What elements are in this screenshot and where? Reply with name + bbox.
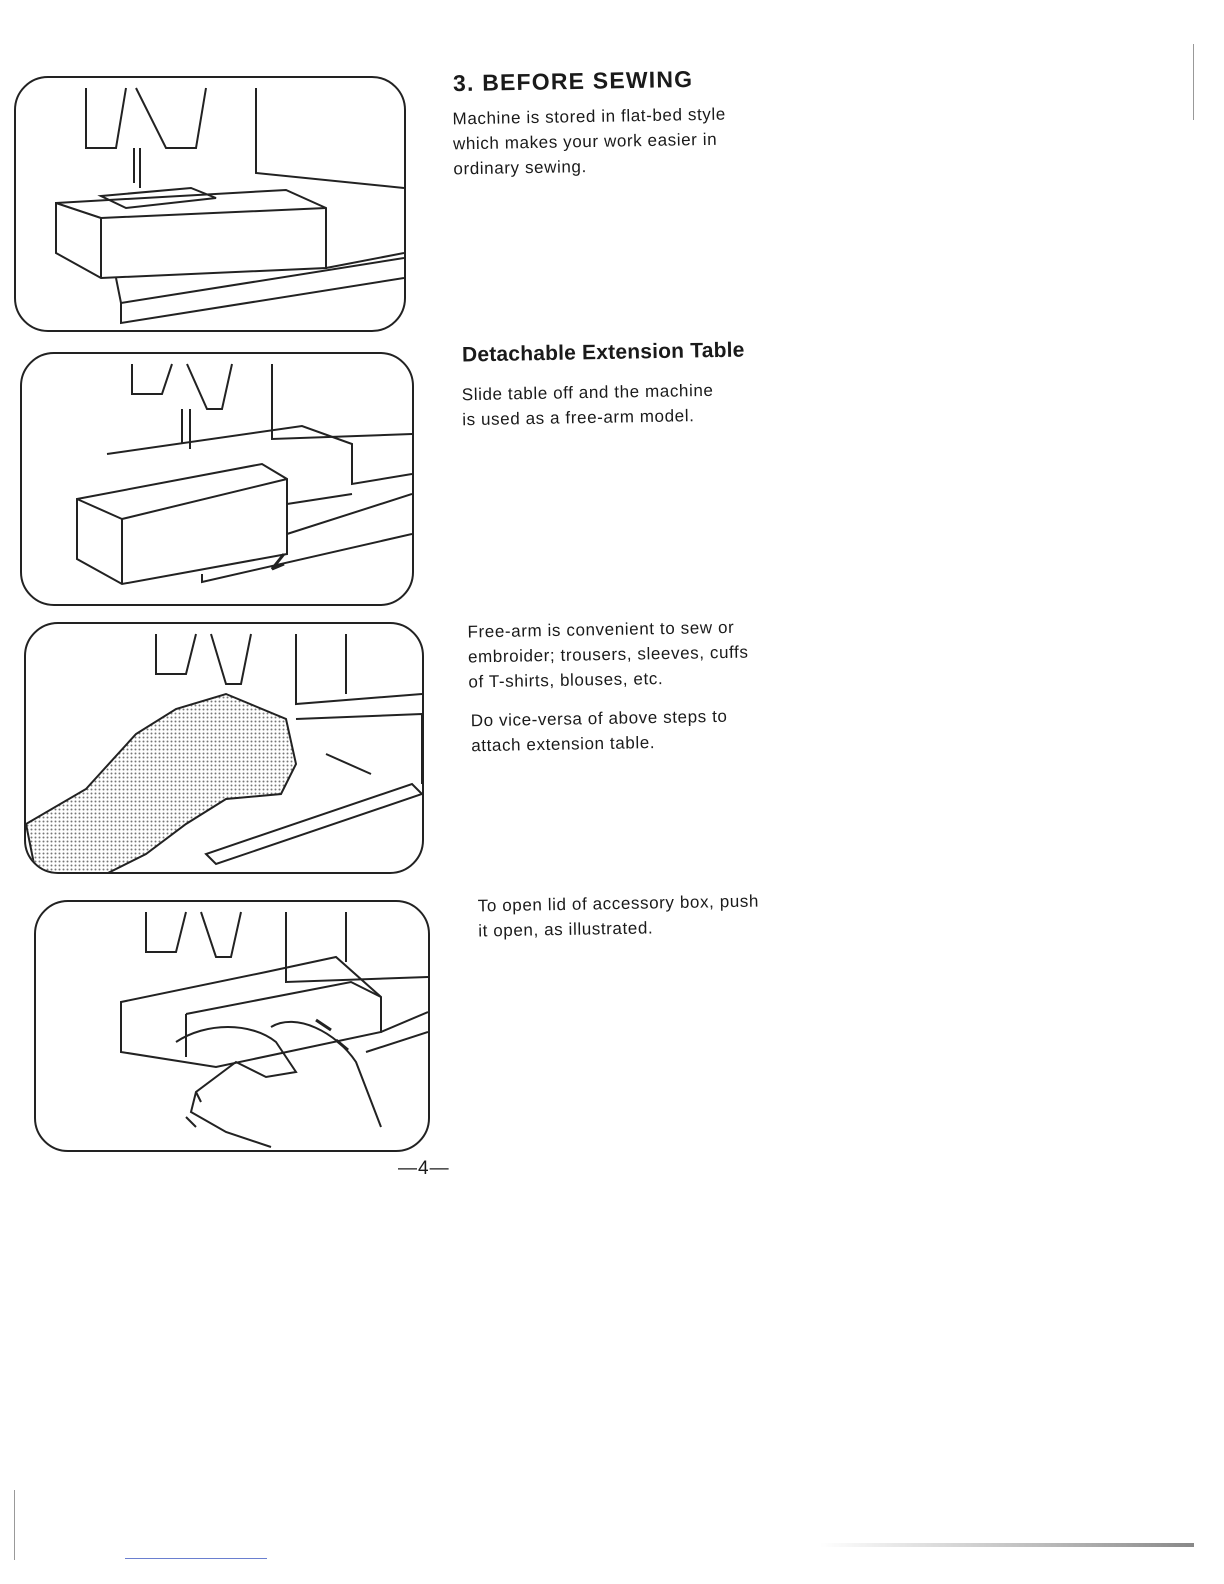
subheading-extension-table: Detachable Extension Table [461,338,745,367]
illustration-free-arm [24,622,424,874]
intro-paragraph: Machine is stored in flat-bed style which makes your work easier in ordinary sewing. [452,104,727,179]
scan-edge-left [14,1490,15,1560]
free-arm-paragraph: Free-arm is convenient to sew or embroider; trousers, sleeves, cuffs of T-shirts, blouses, etc. [467,617,749,692]
illustration-accessory-box [34,900,430,1152]
scan-edge-right [1193,44,1194,120]
section-title: 3. BEFORE SEWING [452,65,694,97]
illustration-remove-table [20,352,414,606]
page-number: —4— [398,1158,450,1179]
sewing-machine-remove-table-icon [22,354,412,604]
sewing-machine-flatbed-icon [16,78,404,330]
sewing-machine-free-arm-icon [26,624,422,872]
sewing-machine-accessory-box-icon [36,902,428,1150]
scan-edge-bottom-left [125,1558,267,1559]
scan-edge-bottom-right [820,1543,1194,1547]
slide-table-paragraph: Slide table off and the machine is used as a free-arm model. [461,380,714,430]
accessory-box-paragraph: To open lid of accessory box, push it open, as illustrated. [477,891,760,941]
vice-versa-paragraph: Do vice-versa of above steps to attach extension table. [470,706,728,756]
illustration-flatbed [14,76,406,332]
